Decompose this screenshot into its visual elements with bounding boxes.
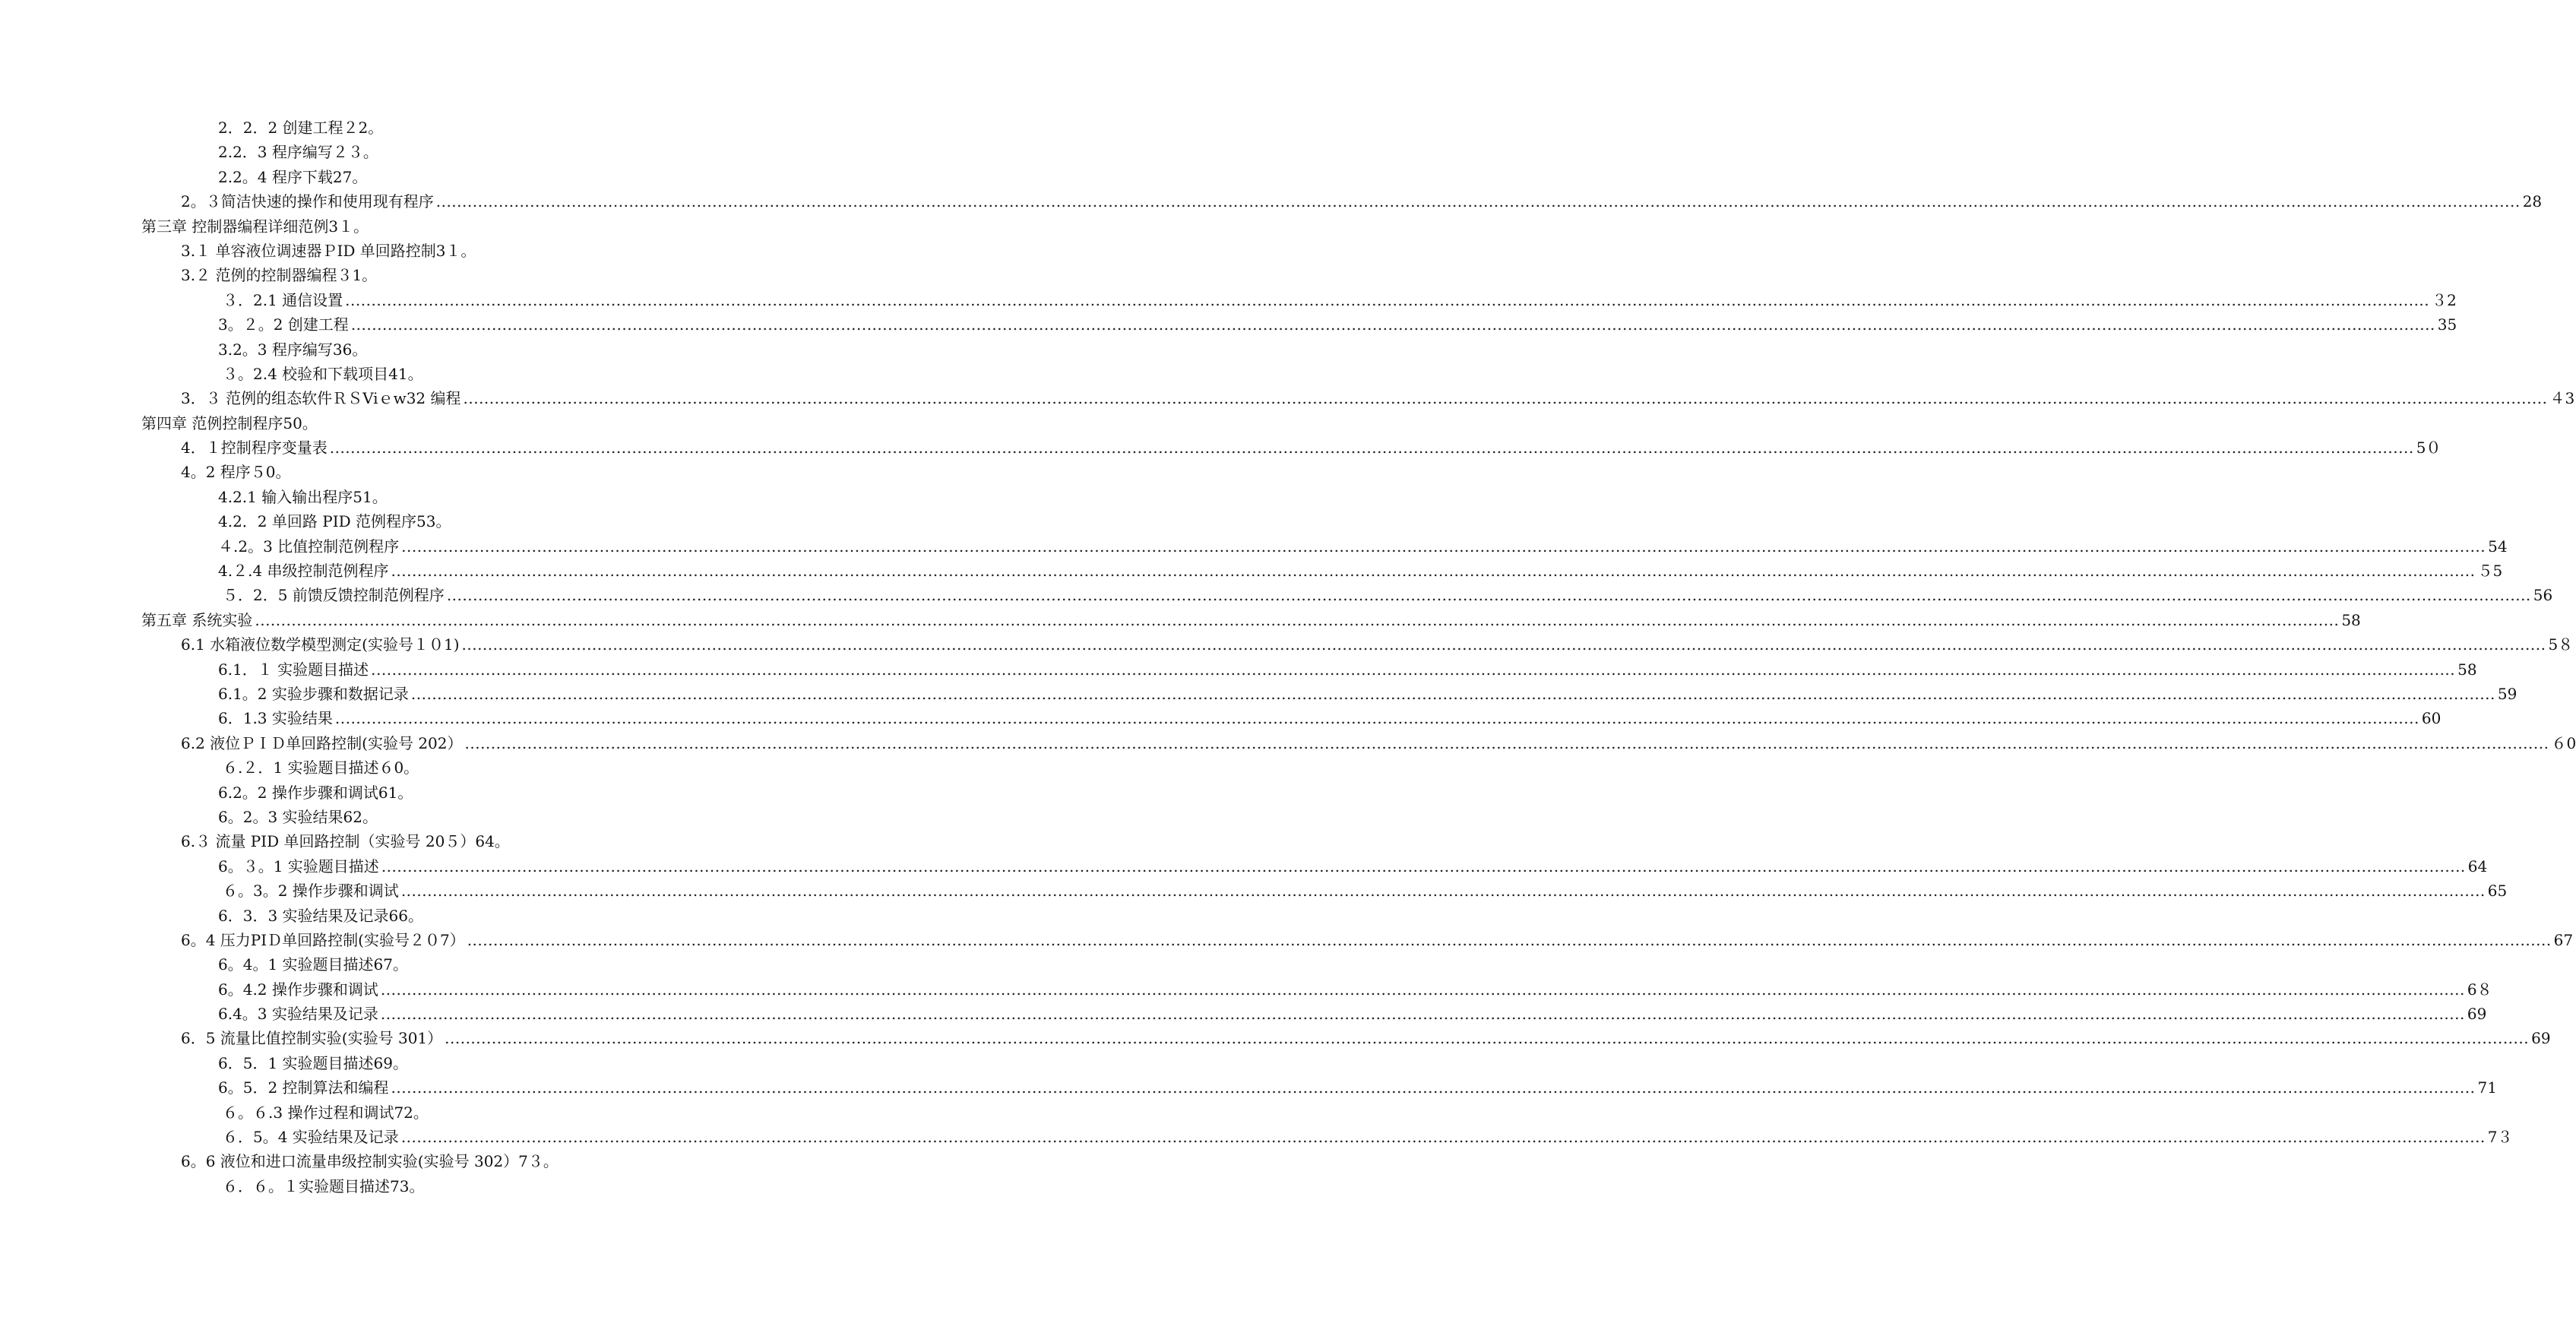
toc-dot-leader: ................................................................................................................................................................................................................................................................................................................................................................................................................ xyxy=(400,882,2486,901)
toc-entry-title: ３．2.1 通信设置 xyxy=(223,290,343,309)
toc-entry-title: 6.３ 流量 PID 单回路控制（实验号 20５）64。 xyxy=(181,832,510,851)
toc-entry xyxy=(0,263,943,287)
toc-entry-page: ４3 xyxy=(2549,389,2575,408)
toc-entry-line xyxy=(0,657,2477,682)
toc-entry-title: 3．３ 范例的组态软件ＲＳViｅw32 编程 xyxy=(181,389,461,408)
toc-entry xyxy=(0,657,2477,682)
toc-entry xyxy=(0,854,2488,879)
toc-entry-title: 6。4.2 操作步骤和调试 xyxy=(218,980,378,999)
toc-entry xyxy=(0,435,2442,460)
toc-entry-page: 69 xyxy=(2467,1005,2487,1024)
toc-entry-title: ６．６。１实验题目描述73。 xyxy=(223,1176,425,1195)
toc-entry-title: 6.4。3 实验结果及记录 xyxy=(218,1005,378,1024)
toc-entry-title: 2．2．2 创建工程２2。 xyxy=(218,119,384,137)
toc-dot-leader: ................................................................................................................................................................................................................................................................................................................................................................................................................ xyxy=(371,660,2456,679)
toc-dot-leader: ................................................................................................................................................................................................................................................................................................................................................................................................................ xyxy=(401,537,2486,556)
toc-entry-title: 6。2。3 实验结果62。 xyxy=(218,807,378,826)
toc-entry-title: 3.２ 范例的控制器编程３1。 xyxy=(181,266,378,285)
toc-entry xyxy=(0,189,2543,214)
toc-entry-title: ６.２．1 实验题目描述６0。 xyxy=(223,758,419,777)
toc-entry-page: 28 xyxy=(2522,192,2543,211)
toc-entry-line xyxy=(0,928,2574,952)
toc-entry xyxy=(0,362,943,386)
toc-entry-page: 5８ xyxy=(2548,635,2574,654)
toc-entry-title: 3.１ 单容液位调速器ＰID 单回路控制3１。 xyxy=(181,241,476,260)
toc-dot-leader: ................................................................................................................................................................................................................................................................................................................................................................................................................ xyxy=(410,684,2495,703)
toc-entry-title: 6。4。1 实验题目描述67。 xyxy=(218,955,408,974)
toc-entry-page: 56 xyxy=(2533,586,2553,605)
toc-entry xyxy=(0,559,2503,583)
toc-entry-page: ６0 xyxy=(2551,733,2576,752)
toc-entry-title: 4.2．2 单回路 PID 范例程序53。 xyxy=(218,512,451,531)
toc-entry-title: ４.2。3 比值控制范例程序 xyxy=(218,537,400,556)
toc-dot-leader: ................................................................................................................................................................................................................................................................................................................................................................................................................ xyxy=(334,709,2419,728)
toc-entry xyxy=(0,460,943,484)
toc-entry-page: 64 xyxy=(2467,856,2488,875)
toc-entry xyxy=(0,1149,943,1173)
toc-dot-leader: ................................................................................................................................................................................................................................................................................................................................................................................................................ xyxy=(345,290,2430,309)
toc-entry-line xyxy=(0,977,2492,1002)
toc-entry-title: 4．１控制程序变量表 xyxy=(181,439,328,458)
toc-entry xyxy=(0,337,943,362)
toc-dot-leader: ................................................................................................................................................................................................................................................................................................................................................................................................................ xyxy=(435,192,2521,211)
toc-entry xyxy=(0,952,943,977)
toc-entry xyxy=(0,1174,943,1198)
toc-entry-title: ５．2．5 前馈反馈控制范例程序 xyxy=(223,586,445,605)
toc-entry-title: ６．5。4 实验结果及记录 xyxy=(223,1128,399,1147)
toc-dot-leader: ................................................................................................................................................................................................................................................................................................................................................................................................................ xyxy=(461,635,2546,654)
toc-entry xyxy=(0,239,943,263)
toc-entry-line xyxy=(0,435,2442,460)
toc-entry xyxy=(0,214,943,239)
toc-entry-page: 67 xyxy=(2553,930,2574,949)
toc-entry-title: 第三章 控制器编程详细范例3１。 xyxy=(141,217,369,236)
toc-dot-leader: ................................................................................................................................................................................................................................................................................................................................................................................................................ xyxy=(400,1128,2486,1147)
toc-entry xyxy=(0,116,943,140)
toc-entry xyxy=(0,1075,2497,1100)
toc-entry-line xyxy=(0,189,2543,214)
toc-entry-page: 71 xyxy=(2477,1078,2497,1097)
toc-entry-title: 6。6 液位和进口流量串级控制实验(实验号 302）7３。 xyxy=(181,1152,559,1171)
toc-entry-page: ３2 xyxy=(2432,290,2457,309)
toc-entry-line xyxy=(0,1125,2513,1149)
toc-entry-title: 4.２.4 串级控制范例程序 xyxy=(218,562,389,581)
toc-entry-title: 第五章 系统实验 xyxy=(141,610,253,629)
toc-entry-title: 6．3．3 实验结果及记录66。 xyxy=(218,906,423,925)
toc-dot-leader: ................................................................................................................................................................................................................................................................................................................................................................................................................ xyxy=(255,610,2340,629)
toc-dot-leader: ................................................................................................................................................................................................................................................................................................................................................................................................................ xyxy=(380,1005,2465,1024)
toc-entry-title: 6。３。1 实验题目描述 xyxy=(218,856,379,875)
toc-entry xyxy=(0,706,2442,730)
toc-entry xyxy=(0,755,943,780)
toc-entry-title: 第四章 范例控制程序50。 xyxy=(141,413,318,432)
toc-entry-title: ６。3。2 操作步骤和调试 xyxy=(223,882,399,901)
toc-entry-line xyxy=(0,386,2575,410)
toc-entry-line xyxy=(0,706,2442,730)
toc-entry-page: ５5 xyxy=(2477,562,2503,581)
toc-entry-page: 54 xyxy=(2488,537,2508,556)
toc-entry-line xyxy=(0,731,2576,755)
toc-entry-title: ３。2.4 校验和下载项目41。 xyxy=(223,364,423,383)
toc-entry-title: ６。６.3 操作过程和调试72。 xyxy=(223,1103,429,1122)
toc-entry xyxy=(0,312,2457,337)
toc-entry-page: 6８ xyxy=(2467,980,2492,999)
toc-entry-title: 6．5 流量比值控制实验(实验号 301） xyxy=(181,1029,443,1048)
toc-entry-title: 6.1。2 实验步骤和数据记录 xyxy=(218,684,409,703)
toc-entry xyxy=(0,1002,2487,1026)
toc-entry-line xyxy=(0,1026,2551,1050)
toc-entry xyxy=(0,140,943,164)
toc-dot-leader: ................................................................................................................................................................................................................................................................................................................................................................................................................ xyxy=(445,1029,2530,1048)
toc-entry-page: 5０ xyxy=(2416,439,2442,458)
toc-dot-leader: ................................................................................................................................................................................................................................................................................................................................................................................................................ xyxy=(446,586,2531,605)
toc-entry xyxy=(0,1125,2513,1149)
toc-dot-leader: ................................................................................................................................................................................................................................................................................................................................................................................................................ xyxy=(391,1078,2476,1097)
toc-entry xyxy=(0,780,943,805)
toc-entry-title: 3.2。3 程序编写36。 xyxy=(218,340,368,359)
toc-entry-title: 3。２。2 创建工程 xyxy=(218,315,349,334)
toc-entry xyxy=(0,1026,2551,1050)
toc-entry-title: 6.2 液位ＰＩＤ单回路控制(实验号 202） xyxy=(181,733,463,752)
toc-entry-page: 65 xyxy=(2487,882,2508,901)
toc-dot-leader: ................................................................................................................................................................................................................................................................................................................................................................................................................ xyxy=(329,439,2414,458)
toc-entry xyxy=(0,485,943,509)
toc-entry-line xyxy=(0,879,2508,903)
toc-entry-page: 35 xyxy=(2437,315,2457,334)
toc-entry xyxy=(0,904,943,928)
toc-entry xyxy=(0,583,2553,607)
toc-entry xyxy=(0,411,943,435)
toc-dot-leader: ................................................................................................................................................................................................................................................................................................................................................................................................................ xyxy=(463,389,2548,408)
toc-entry xyxy=(0,288,2457,312)
toc-entry-title: 2。３简洁快速的操作和使用现有程序 xyxy=(181,192,434,211)
toc-entry xyxy=(0,386,2575,410)
toc-entry-line xyxy=(0,1002,2487,1026)
toc-entry-line xyxy=(0,632,2574,657)
toc-entry-title: 6．5．1 实验题目描述69。 xyxy=(218,1053,408,1072)
toc-entry-page: 60 xyxy=(2421,709,2442,728)
toc-entry-title: 6。5．2 控制算法和编程 xyxy=(218,1078,389,1097)
toc-entry-title: 6.2。2 操作步骤和调试61。 xyxy=(218,783,413,802)
toc-entry-page: 7３ xyxy=(2487,1128,2513,1147)
toc-entry xyxy=(0,829,943,853)
toc-dot-leader: ................................................................................................................................................................................................................................................................................................................................................................................................................ xyxy=(380,980,2465,999)
toc-entry-page: 58 xyxy=(2457,660,2477,679)
toc-entry xyxy=(0,682,2517,706)
table-of-contents xyxy=(0,116,2576,1198)
toc-entry xyxy=(0,165,943,189)
toc-entry-title: 4.2.1 输入输出程序51。 xyxy=(218,487,388,506)
toc-entry xyxy=(0,879,2508,903)
toc-entry-title: 6．1.3 实验结果 xyxy=(218,709,333,728)
toc-entry-page: 58 xyxy=(2341,610,2361,629)
toc-entry-title: 2.2．3 程序编写２３。 xyxy=(218,143,378,162)
toc-entry xyxy=(0,977,2492,1002)
toc-entry-title: 6.1 水箱液位数学模型测定(实验号１０1) xyxy=(181,635,460,654)
toc-entry-title: 6。4 压力PIＤ单回路控制(实验号２０7） xyxy=(181,930,465,949)
toc-entry xyxy=(0,509,943,534)
toc-entry-line xyxy=(0,1075,2497,1100)
toc-dot-leader: ................................................................................................................................................................................................................................................................................................................................................................................................................ xyxy=(381,856,2466,875)
toc-entry xyxy=(0,805,943,829)
toc-entry-line xyxy=(0,583,2553,607)
toc-entry-page: 69 xyxy=(2531,1029,2551,1048)
toc-entry xyxy=(0,1051,943,1075)
toc-dot-leader: ................................................................................................................................................................................................................................................................................................................................................................................................................ xyxy=(350,315,2435,334)
toc-dot-leader: ................................................................................................................................................................................................................................................................................................................................................................................................................ xyxy=(467,930,2552,949)
toc-entry xyxy=(0,731,2576,755)
toc-entry xyxy=(0,608,2361,632)
toc-entry-line xyxy=(0,682,2517,706)
toc-dot-leader: ................................................................................................................................................................................................................................................................................................................................................................................................................ xyxy=(391,562,2476,581)
toc-entry-line xyxy=(0,312,2457,337)
toc-entry-line xyxy=(0,288,2457,312)
toc-entry-line xyxy=(0,559,2503,583)
toc-entry-page: 59 xyxy=(2497,684,2517,703)
toc-entry-title: 6.1．１ 实验题目描述 xyxy=(218,660,369,679)
toc-entry-line xyxy=(0,534,2508,559)
toc-entry-title: 2.2。4 程序下载27。 xyxy=(218,167,368,186)
toc-entry-line xyxy=(0,854,2488,879)
toc-dot-leader: ................................................................................................................................................................................................................................................................................................................................................................................................................ xyxy=(464,733,2549,752)
toc-entry xyxy=(0,1100,943,1125)
toc-entry-line xyxy=(0,608,2361,632)
toc-entry xyxy=(0,632,2574,657)
toc-entry xyxy=(0,534,2508,559)
toc-entry-title: 4。2 程序５0。 xyxy=(181,463,291,482)
toc-entry xyxy=(0,928,2574,952)
